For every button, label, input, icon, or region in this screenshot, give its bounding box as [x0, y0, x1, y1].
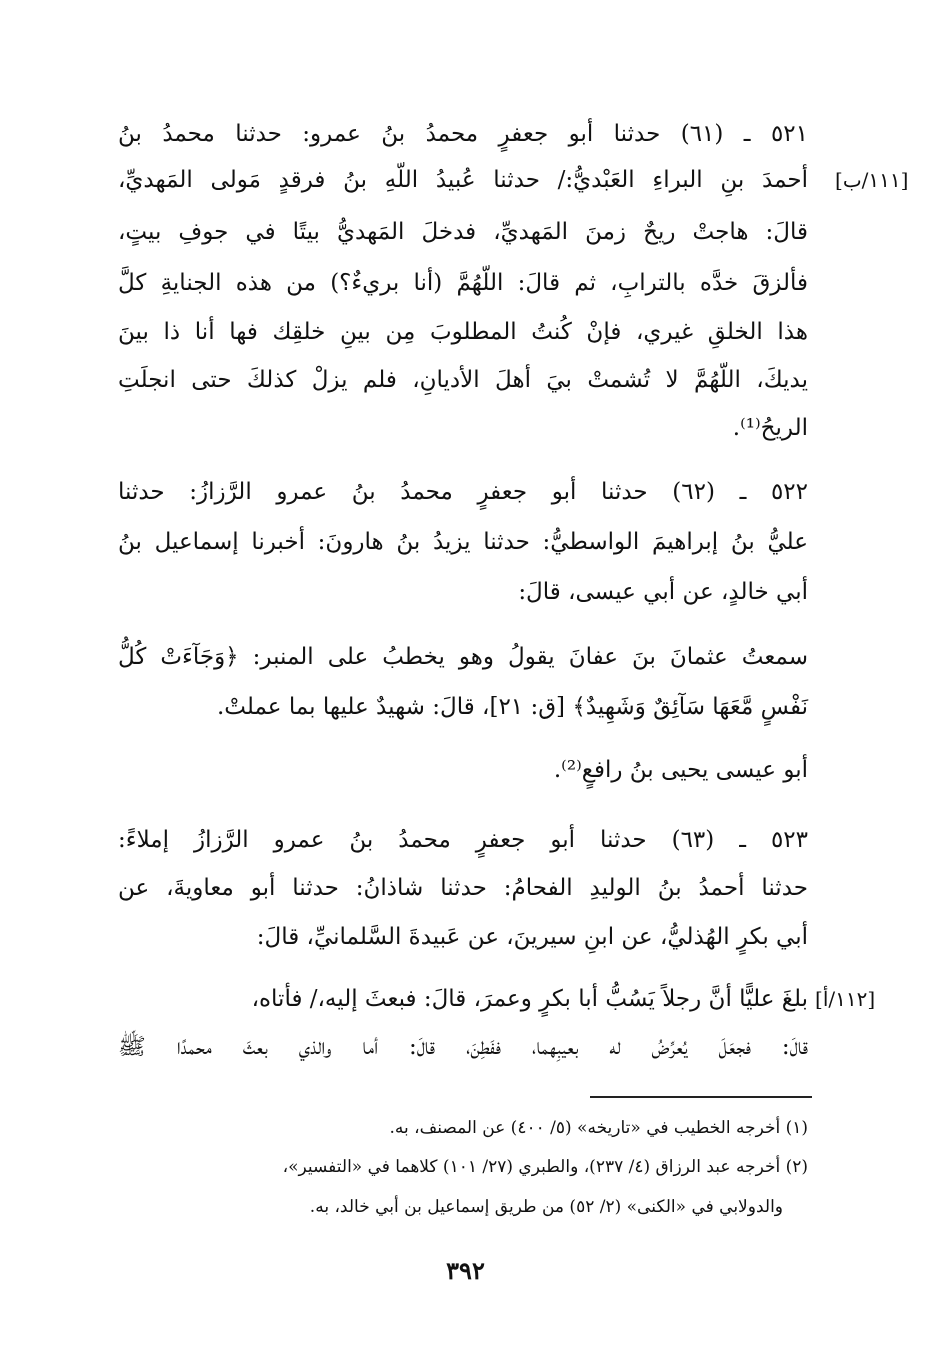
text-line: سمعتُ عثمانَ بنَ عفانَ يقولُ وهو يخطبُ على المنبر: ﴿وَجَآءَتْ كُلُّ [118, 644, 808, 670]
page-number: ٣٩٢ [446, 1256, 485, 1285]
text-line: يديكَ، اللّهُمَّ لا تُشمتْ بيَ أهلَ الأديانِ، فلم يزلْ كذلكَ حتى انجلَتِ [118, 367, 808, 393]
footnote: (٢) أخرجه عبد الرزاق (٤/ ٢٣٧)، والطبري (٢٧/ ١٠١) كلاهما في «التفسير»، [282, 1157, 808, 1177]
text-line: قالَ: فجعَلَ يُعرِّضُ له بعيبِهما، ففَطِنَ، قالَ: أما والذي بعثَ محمدًا ﷺ [118, 1034, 808, 1060]
text-line: أبي خالدٍ، عن أبي عيسى، قالَ: [518, 579, 808, 605]
margin-folio-note: [١١٢/أ] [815, 987, 876, 1011]
text-line: الريحُ⁽¹⁾. [732, 415, 808, 441]
text-line: أحمدَ بنِ البراءِ العَبْديُّ:/ حدثنا عُبيدُ اللّهِ بنُ فرقدٍ مَولى المَهديِّ، [118, 167, 808, 193]
footnote-separator [590, 1096, 812, 1098]
text-line: نَفْسٍ مَّعَهَا سَآئِقٌ وَشَهِيدٌ﴾ [ق: ٢١]، قالَ: شهيدٌ عليها بما عملتْ. [217, 694, 808, 720]
text-line: عليُّ بنُ إبراهيمَ الواسطيُّ: حدثنا يزيدُ بنُ هارونَ: أخبرنا إسماعيل بنُ [118, 529, 808, 555]
text-line: ٥٢١ ـ (٦١) حدثنا أبو جعفرٍ محمدُ بنُ عمرو: حدثنا محمدُ بنُ [118, 121, 808, 147]
text-line: أبي بكرٍ الهُذليُّ، عن ابنِ سيرينَ، عن عَبيدةَ السَّلمانيِّ، قالَ: [256, 924, 808, 950]
footnote: (١) أخرجه الخطيب في «تاريخه» (٥/ ٤٠٠) عن المصنف، به. [389, 1118, 808, 1138]
text-line: فألزقَ خدَّه بالترابِ، ثم قالَ: اللّهُمَّ (أنا بريءٌ؟) من هذه الجنايةِ كلَّ [118, 270, 808, 296]
text-line: قالَ: هاجتْ ريحٌ زمنَ المَهديِّ، فدخلَ المَهديُّ بيتًا في جوفِ بيتٍ، [118, 219, 808, 245]
text-line: بلغَ عليًّا أنَّ رجلاً يَسُبُّ أبا بكرٍ وعمرَ، قالَ: فبعثَ إليه،/ فأتاه، [251, 986, 808, 1012]
text-line: ٥٢٣ ـ (٦٣) حدثنا أبو جعفرٍ محمدُ بنُ عمرو الرَّزازُ إملاءً: [118, 827, 808, 853]
text-line: حدثنا أحمدُ بنُ الوليدِ الفحامُ: حدثنا شاذانُ: حدثنا أبو معاويةَ، عن [118, 875, 808, 901]
text-line: ٥٢٢ ـ (٦٢) حدثنا أبو جعفرٍ محمدُ بنُ عمرو الرَّزازُ: حدثنا [118, 479, 808, 505]
text-line: أبو عيسى يحيى بنُ رافعٍ⁽²⁾. [553, 757, 808, 783]
text-line: هذا الخلقِ غيري، فإنْ كُنتُ المطلوبَ مِن بينِ خلقِك فها أنا ذا بينَ [118, 319, 808, 345]
margin-folio-note: [١١١/ب] [835, 168, 909, 192]
footnote: والدولابي في «الكنى» (٢/ ٥٢) من طريق إسماعيل بن أبي خالد، به. [309, 1197, 783, 1217]
